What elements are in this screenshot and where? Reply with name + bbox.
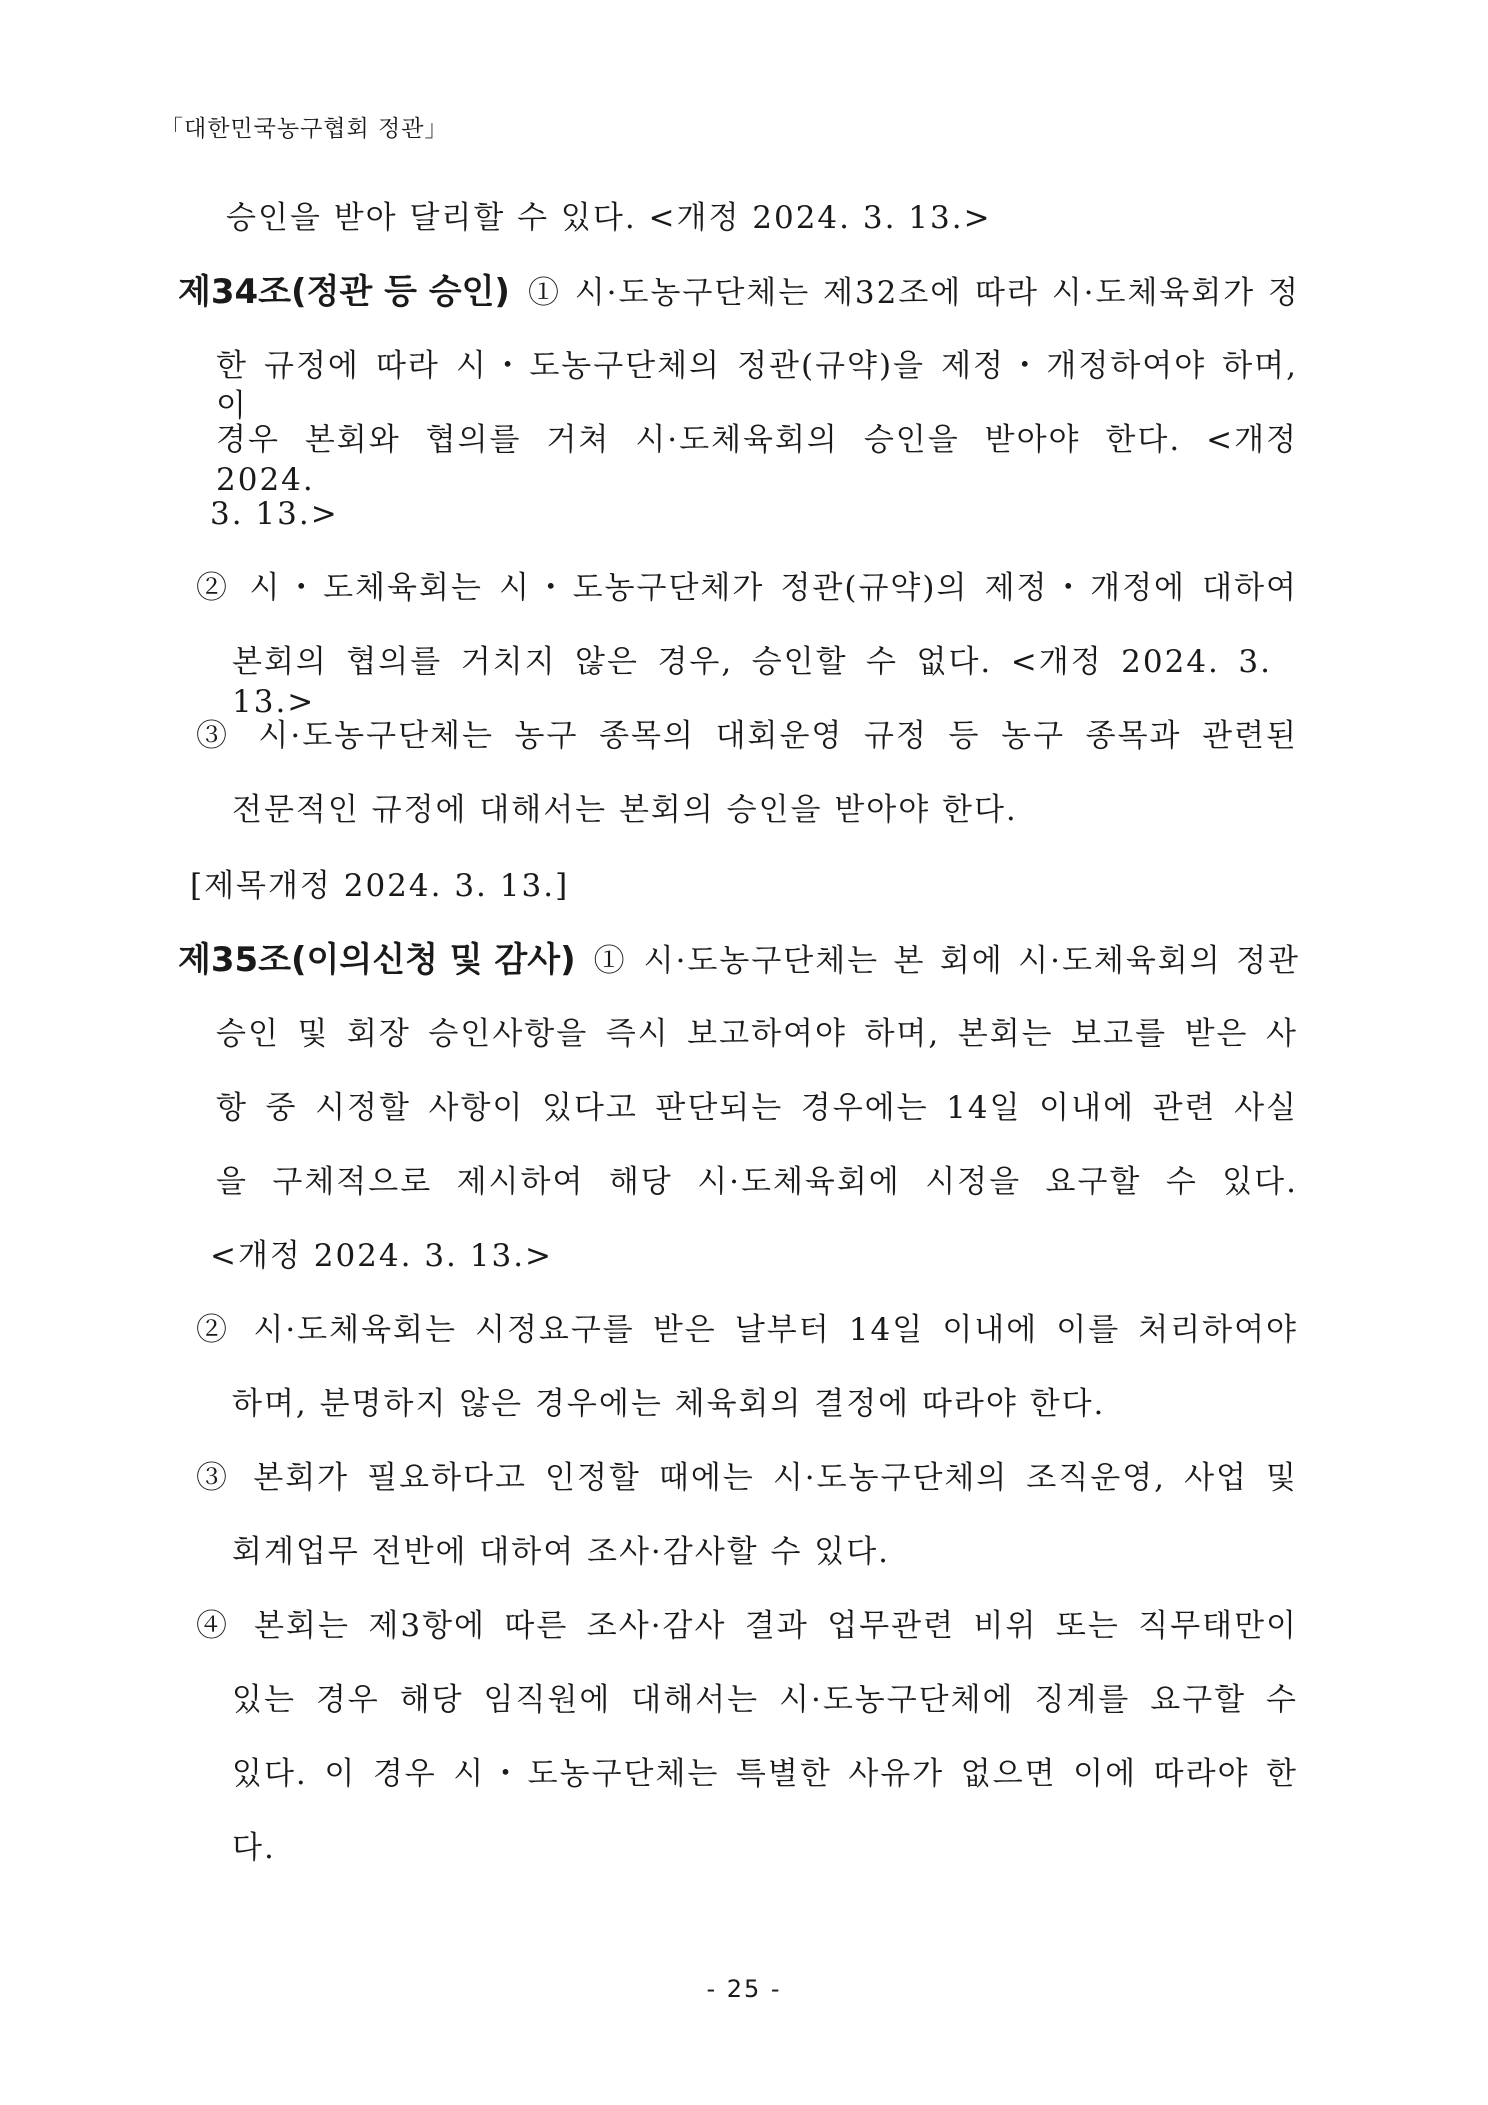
- body-line: 경우 본회와 협의를 거쳐 시·도체육회의 승인을 받아야 한다. <개정 2024.: [216, 422, 1298, 498]
- body-line: 본회의 협의를 거치지 않은 경우, 승인할 수 없다. <개정 2024. 3. 13.>: [232, 644, 1272, 720]
- article-34-first-line: [178, 272, 1300, 313]
- article-35-first-line: [178, 940, 1300, 981]
- body-line: 한 규정에 따라 시・도농구단체의 정관(규약)을 제정・개정하여야 하며, 이: [216, 348, 1298, 424]
- page-number: - 25 -: [706, 1975, 782, 2003]
- body-line: 있는 경우 해당 임직원에 대해서는 시·도농구단체에 징계를 요구할 수: [232, 1682, 1298, 1718]
- body-line: <개정 2024. 3. 13.>: [210, 1238, 554, 1274]
- article-34-clause-1-start: ① 시·도농구단체는 제32조에 따라 시·도체육회가 정: [527, 275, 1300, 311]
- article-35-clause-2: ② 시·도체육회는 시정요구를 받은 날부터 14일 이내에 이를 처리하여야: [196, 1312, 1298, 1348]
- body-line: 승인을 받아 달리할 수 있다. <개정 2024. 3. 13.>: [226, 200, 992, 236]
- body-line: 승인 및 회장 승인사항을 즉시 보고하여야 하며, 본회는 보고를 받은 사: [216, 1016, 1298, 1052]
- article-35-clause-4: ④ 본회는 제3항에 따른 조사·감사 결과 업무관련 비위 또는 직무태만이: [196, 1608, 1298, 1644]
- body-line: 회계업무 전반에 대하여 조사·감사할 수 있다.: [232, 1534, 891, 1570]
- title-amendment-note: [제목개정 2024. 3. 13.]: [190, 868, 570, 904]
- body-line: 있다. 이 경우 시・도농구단체는 특별한 사유가 없으면 이에 따라야 한: [232, 1756, 1298, 1792]
- body-line: 을 구체적으로 제시하여 해당 시·도체육회에 시정을 요구할 수 있다.: [216, 1164, 1298, 1200]
- article-35-clause-1-start: ① 시·도농구단체는 본 회에 시·도체육회의 정관: [593, 943, 1300, 979]
- body-line: 다.: [232, 1830, 276, 1866]
- body-line: 하며, 분명하지 않은 경우에는 체육회의 결정에 따라야 한다.: [232, 1386, 1106, 1422]
- body-line: 항 중 시정할 사항이 있다고 판단되는 경우에는 14일 이내에 관련 사실: [216, 1090, 1298, 1126]
- body-line: 전문적인 규정에 대해서는 본회의 승인을 받아야 한다.: [232, 792, 1018, 828]
- body-line: 3. 13.>: [210, 496, 339, 532]
- article-35-title: 제35조(이의신청 및 감사): [178, 940, 576, 980]
- article-35-clause-3: ③ 본회가 필요하다고 인정할 때에는 시·도농구단체의 조직운영, 사업 및: [196, 1460, 1298, 1496]
- article-34-clause-3: ③ 시·도농구단체는 농구 종목의 대회운영 규정 등 농구 종목과 관련된: [196, 718, 1298, 754]
- article-34-clause-2: ② 시・도체육회는 시・도농구단체가 정관(규약)의 제정・개정에 대하여: [196, 570, 1298, 606]
- article-34-title: 제34조(정관 등 승인): [178, 272, 510, 312]
- running-header: 「대한민국농구협회 정관」: [160, 116, 449, 142]
